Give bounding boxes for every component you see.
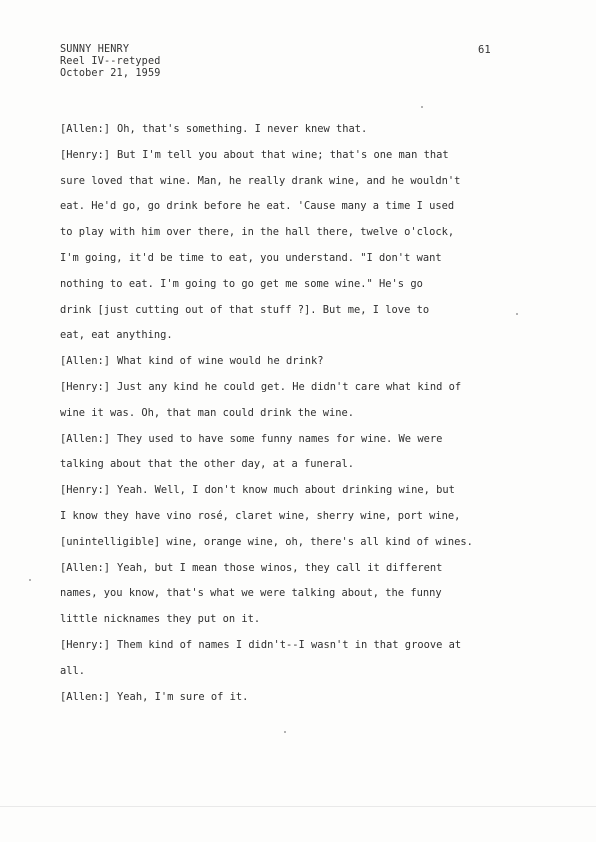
line-text: names, you know, that's what we were talking about, the funny [60, 587, 442, 600]
speaker-label: [Allen:] [60, 123, 111, 135]
interviewee-name: SUNNY HENRY [60, 44, 130, 55]
line-text: Yeah. Well, I don't know much about drinking wine, but [117, 484, 455, 497]
line-text: Yeah, but I mean those winos, they call it different [117, 561, 443, 574]
line-text: all. [60, 664, 86, 677]
line-text: eat. He'd go, go drink before he eat. 'Cause many a time I used [60, 200, 455, 213]
page-number: 61 [478, 44, 491, 56]
transcript-line [60, 194, 510, 220]
speaker-label: [Henry:] [60, 380, 111, 393]
transcript-line [60, 117, 510, 143]
transcript-paragraph [60, 143, 510, 349]
reel-label: Reel IV--retyped [60, 56, 161, 68]
line-text: [unintelligible] wine, orange wine, oh, there's all kind of wines. [60, 535, 473, 548]
transcript-body [60, 117, 510, 710]
speaker-label: [Henry:] [60, 148, 111, 161]
speaker-label: [Allen:] [60, 690, 111, 703]
line-text: They used to have some funny names for wine. We were [117, 432, 443, 445]
transcript-line [60, 375, 510, 401]
transcript-paragraph [60, 427, 510, 479]
line-text: Just any kind he could get. He didn't care what kind of [117, 380, 462, 393]
transcript-line [60, 607, 510, 633]
speaker-label: [Allen:] [60, 355, 111, 368]
line-text: But I'm tell you about that wine; that's one man that [117, 148, 449, 161]
line-text: to play with him over there, in the hall there, twelve o'clock, [60, 226, 455, 239]
transcript-line [60, 401, 510, 427]
transcript-line [60, 298, 510, 324]
transcript-paragraph [60, 478, 510, 555]
transcript-line [60, 504, 510, 530]
transcript-paragraph [60, 117, 510, 143]
transcript-paragraph [60, 633, 510, 685]
transcript-line [60, 659, 510, 685]
transcript-line [60, 143, 510, 169]
transcript-line [60, 530, 510, 556]
document-header [60, 44, 161, 81]
line-text: eat, eat anything. [60, 329, 173, 342]
transcript-line [60, 581, 510, 607]
line-text: nothing to eat. I'm going to go get me some wine." He's go [60, 277, 423, 290]
scan-speck [516, 313, 518, 315]
line-text: I'm going, it'd be time to eat, you understand. "I don't want [60, 251, 442, 264]
transcript-paragraph [60, 556, 510, 633]
line-text: What kind of wine would he drink? [117, 355, 324, 368]
scan-speck [284, 731, 286, 733]
transcript-line [60, 478, 510, 504]
interview-date: October 21, 1959 [60, 68, 161, 80]
line-text: talking about that the other day, at a funeral. [60, 458, 355, 471]
transcript-paragraph [60, 349, 510, 375]
transcript-line [60, 633, 510, 659]
transcript-line [60, 349, 510, 375]
transcript-line [60, 246, 510, 272]
scan-speck [29, 579, 31, 581]
transcript-line [60, 169, 510, 195]
transcript-line [60, 685, 510, 711]
transcript-paragraph [60, 685, 510, 711]
line-text: sure loved that wine. Man, he really drank wine, and he wouldn't [60, 174, 461, 187]
transcript-paragraph [60, 375, 510, 427]
transcript-line [60, 452, 510, 478]
speaker-label: [Allen:] [60, 561, 111, 574]
transcript-line [60, 272, 510, 298]
transcript-line [60, 323, 510, 349]
transcript-line [60, 220, 510, 246]
line-text: wine it was. Oh, that man could drink the wine. [60, 406, 355, 419]
speaker-label: [Henry:] [60, 638, 111, 651]
line-text: Yeah, I'm sure of it. [117, 690, 249, 703]
line-text: little nicknames they put on it. [60, 613, 261, 626]
speaker-label: [Allen:] [60, 432, 111, 445]
transcript-line [60, 556, 510, 582]
page-bottom-edge [0, 806, 596, 807]
transcript-line [60, 427, 510, 453]
line-text: drink [just cutting out of that stuff ?]. But me, I love to [60, 303, 430, 316]
speaker-label: [Henry:] [60, 484, 111, 497]
line-text: I know they have vino rosé, claret wine, sherry wine, port wine, [60, 509, 461, 522]
scan-speck [421, 106, 423, 108]
line-text: Oh, that's something. I never knew that. [117, 123, 368, 135]
line-text: Them kind of names I didn't--I wasn't in that groove at [117, 638, 462, 651]
